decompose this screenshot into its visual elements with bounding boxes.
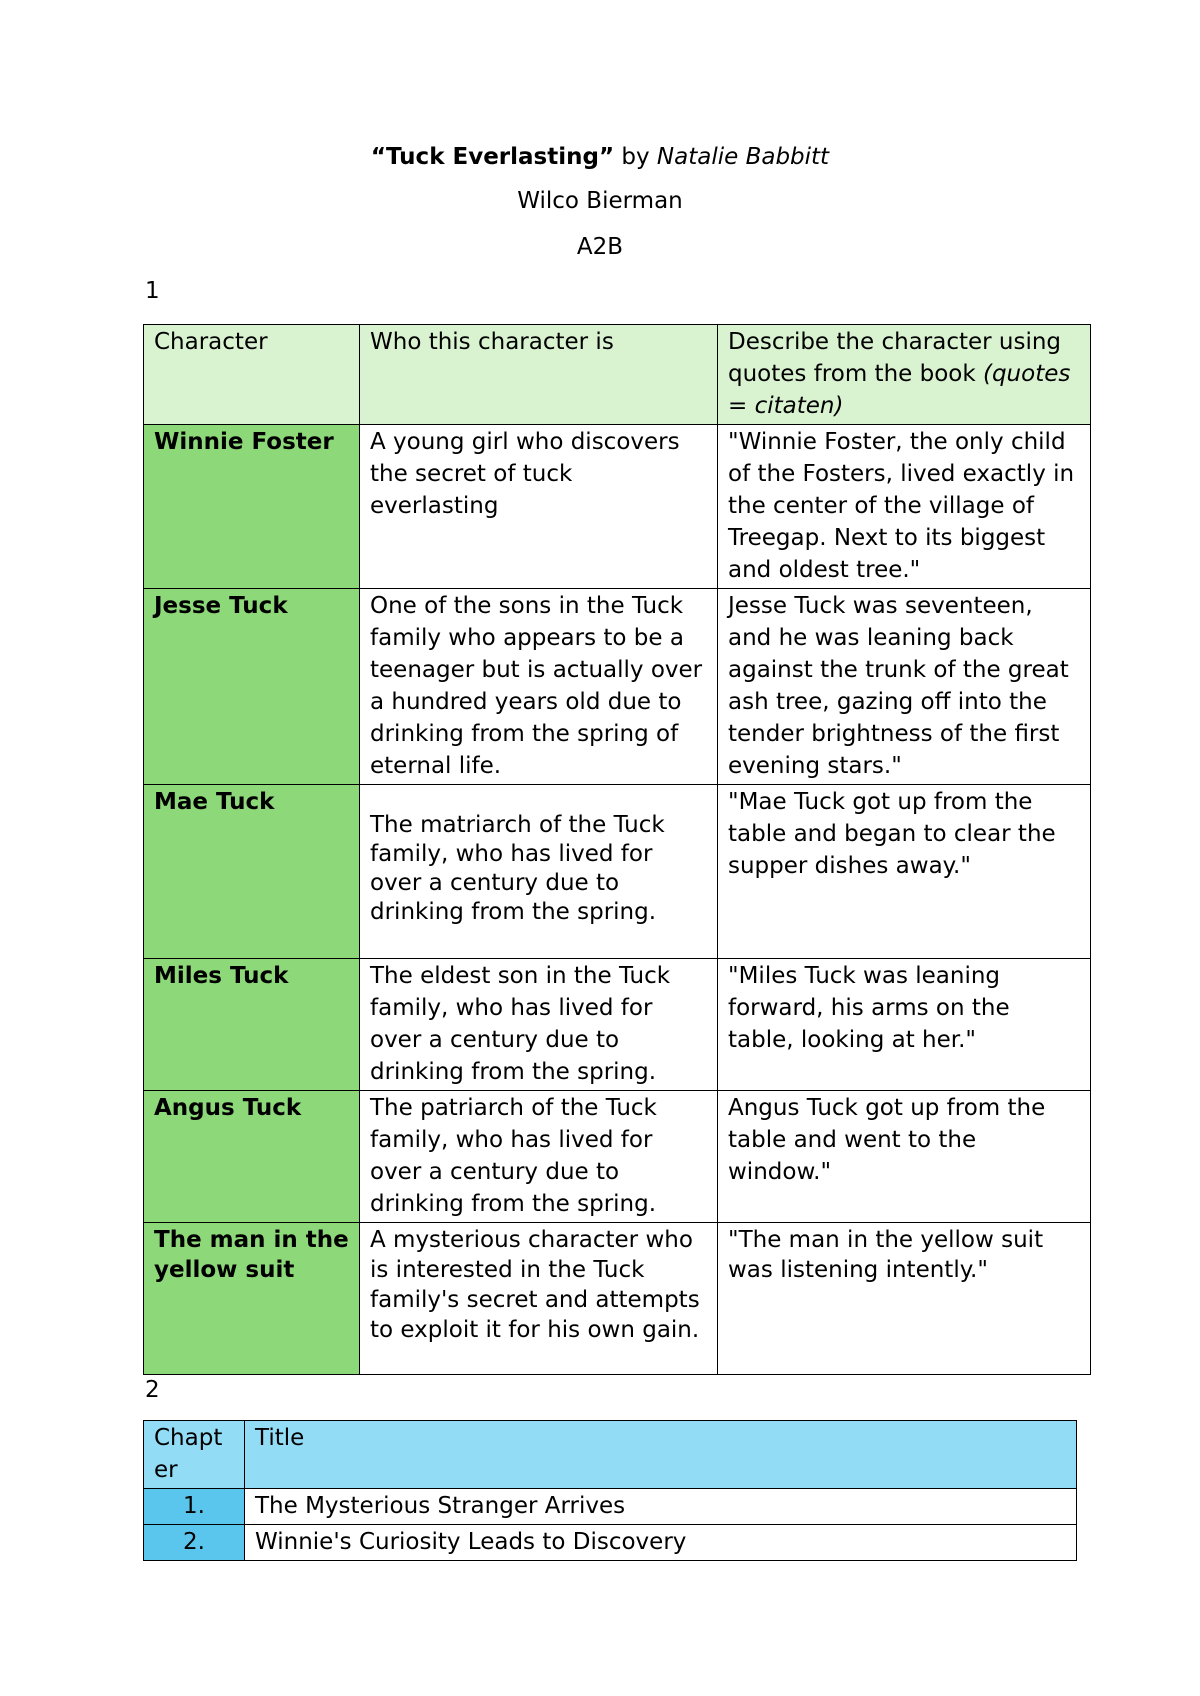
chapter-header-row	[144, 1421, 1077, 1489]
header-character-label: Character	[154, 329, 268, 355]
header-title: Title	[245, 1421, 1077, 1489]
header-describe-note: (quotes = citaten)	[728, 361, 1071, 419]
table-row	[144, 1525, 1077, 1561]
character-who: The eldest son in the Tuck family, who has lived for over a century due to drinking from the spring.	[360, 959, 718, 1091]
chapter-number: 1.	[144, 1489, 245, 1525]
header-who	[360, 325, 718, 425]
header-chapter: Chapter	[144, 1421, 245, 1489]
character-quote: "Miles Tuck was leaning forward, his arms on the table, looking at her."	[718, 959, 1091, 1091]
character-quote: Angus Tuck got up from the table and went to the window."	[718, 1091, 1091, 1223]
character-who: A mysterious character who is interested in the Tuck family's secret and attempts to exploit it for his own gain.	[360, 1223, 718, 1375]
book-author: Natalie Babbitt	[656, 144, 830, 170]
character-name: Mae Tuck	[144, 785, 360, 959]
character-name: Winnie Foster	[144, 425, 360, 589]
header-who-label: Who this character is	[370, 329, 614, 355]
character-table	[143, 324, 1091, 1375]
character-name: Jesse Tuck	[144, 589, 360, 785]
document-title	[0, 142, 1200, 172]
section-number-1: 1	[145, 278, 160, 304]
character-who: One of the sons in the Tuck family who appears to be a teenager but is actually over a hundred years old due to drinking from the spring of eternal life.	[360, 589, 718, 785]
character-who-text: The matriarch of the Tuck family, who has lived for over a century due to drinking from the spring.	[370, 812, 665, 925]
header-describe	[718, 325, 1091, 425]
character-quote: "Winnie Foster, the only child of the Fosters, lived exactly in the center of the village of Treegap. Next to its biggest and oldest tree."	[718, 425, 1091, 589]
table-header-row	[144, 325, 1091, 425]
character-who: A young girl who discovers the secret of tuck everlasting	[360, 425, 718, 589]
book-title: “Tuck Everlasting”	[370, 144, 615, 170]
chapter-number: 2.	[144, 1525, 245, 1561]
header-character	[144, 325, 360, 425]
chapter-table	[143, 1420, 1077, 1561]
chapter-title: The Mysterious Stranger Arrives	[245, 1489, 1077, 1525]
table-row	[144, 785, 1091, 959]
table-row	[144, 1489, 1077, 1525]
character-who: The patriarch of the Tuck family, who has lived for over a century due to drinking from the spring.	[360, 1091, 718, 1223]
character-quote: Jesse Tuck was seventeen, and he was leaning back against the trunk of the great ash tree, gazing off into the tender brightness of the first evening stars."	[718, 589, 1091, 785]
chapter-title: Winnie's Curiosity Leads to Discovery	[245, 1525, 1077, 1561]
table-row	[144, 589, 1091, 785]
table-row	[144, 425, 1091, 589]
character-name: The man in the yellow suit	[144, 1223, 360, 1375]
header-describe-label: Describe the character using quotes from the book	[728, 329, 1062, 387]
section-number-2: 2	[145, 1377, 160, 1403]
class-code: A2B	[576, 234, 624, 260]
table-row	[144, 1223, 1091, 1375]
title-by: by	[621, 144, 650, 170]
table-row	[144, 1091, 1091, 1223]
table-row	[144, 959, 1091, 1091]
character-quote: "The man in the yellow suit was listening intently."	[718, 1223, 1091, 1375]
character-quote: "Mae Tuck got up from the table and began to clear the supper dishes away."	[718, 785, 1091, 959]
character-name: Angus Tuck	[144, 1091, 360, 1223]
character-who	[360, 785, 718, 959]
student-name: Wilco Bierman	[517, 188, 683, 214]
character-name: Miles Tuck	[144, 959, 360, 1091]
